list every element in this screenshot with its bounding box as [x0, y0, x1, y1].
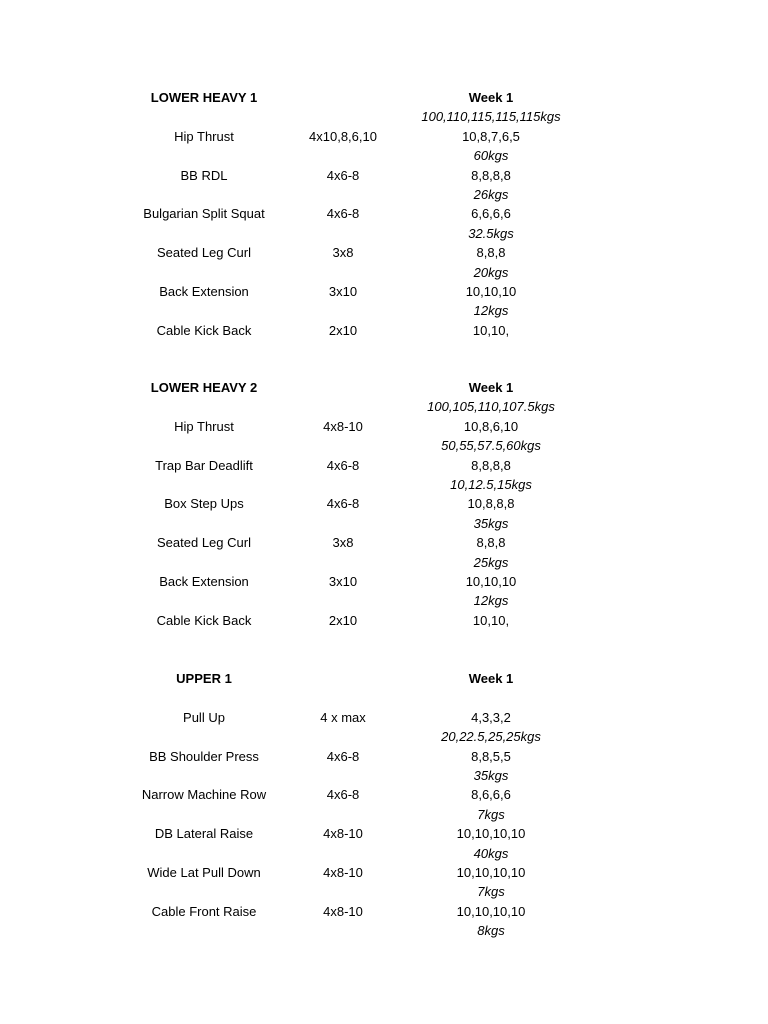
exercise-row	[0, 902, 768, 921]
load-row	[0, 301, 768, 320]
section-header	[0, 88, 768, 107]
reps-completed: 10,10,	[472, 612, 510, 628]
load-value: 60kgs	[473, 148, 509, 164]
reps-completed: 8,6,6,6	[471, 787, 511, 803]
reps-completed: 10,10,10	[465, 574, 517, 589]
section-header	[0, 669, 768, 688]
load-row	[0, 727, 768, 746]
reps-completed: 8,8,8,8	[471, 457, 511, 473]
reps-completed: 10,10,10,10	[456, 865, 526, 880]
exercise-row	[0, 785, 768, 804]
exercise-name: Back Extension	[159, 574, 249, 589]
exercise-row	[0, 824, 768, 843]
load-value: 20kgs	[473, 264, 509, 280]
load-value: 50,55,57.5,60kgs	[441, 438, 541, 454]
load-row	[0, 921, 768, 940]
load-value: 35kgs	[473, 768, 509, 783]
reps-completed: 8,8,8	[476, 245, 506, 261]
sets-reps: 3x10	[328, 574, 358, 589]
sets-reps: 2x10	[328, 322, 358, 338]
reps-completed: 10,8,8,8	[467, 496, 515, 512]
load-value: 100,105,110,107.5kgs	[427, 399, 555, 415]
section-title: LOWER HEAVY 2	[150, 380, 258, 395]
sets-reps: 4 x max	[320, 709, 366, 725]
exercise-name: Box Step Ups	[164, 496, 244, 512]
exercise-name: Seated Leg Curl	[157, 535, 251, 551]
exercise-row	[0, 417, 768, 436]
exercise-name: Wide Lat Pull Down	[147, 865, 261, 880]
reps-completed: 10,10,10	[465, 284, 517, 299]
load-row	[0, 146, 768, 165]
sets-reps: 2x10	[328, 612, 358, 628]
reps-completed: 8,8,8	[476, 535, 506, 551]
load-value: 12kgs	[473, 303, 509, 319]
sets-reps: 3x10	[328, 284, 358, 299]
exercise-name: DB Lateral Raise	[154, 826, 254, 842]
exercise-row	[0, 611, 768, 630]
section-title: UPPER 1	[176, 671, 232, 686]
exercise-name: Pull Up	[183, 709, 225, 725]
reps-completed: 10,8,7,6,5	[462, 128, 520, 144]
week-header: Week 1	[468, 90, 514, 105]
exercise-row	[0, 533, 768, 552]
load-value: 10,12.5,15kgs	[450, 477, 532, 492]
exercise-row	[0, 708, 768, 727]
exercise-name: Cable Front Raise	[151, 903, 257, 919]
load-value: 26kgs	[473, 187, 509, 202]
load-value: 25kgs	[473, 554, 509, 570]
exercise-name: BB Shoulder Press	[149, 748, 259, 764]
section-title: LOWER HEAVY 1	[150, 90, 258, 105]
sets-reps: 4x6-8	[326, 457, 360, 473]
sets-reps: 4x10,8,6,10	[309, 128, 377, 144]
exercise-row	[0, 572, 768, 591]
exercise-name: Hip Thrust	[174, 418, 234, 434]
exercise-name: Back Extension	[159, 284, 249, 299]
sets-reps: 4x8-10	[323, 865, 363, 880]
load-value: 8kgs	[477, 923, 505, 939]
sets-reps: 4x6-8	[326, 787, 360, 803]
reps-completed: 6,6,6,6	[471, 206, 511, 222]
exercise-row	[0, 166, 768, 185]
sets-reps: 4x8-10	[323, 903, 363, 919]
load-row	[0, 844, 768, 863]
load-value: 7kgs	[477, 806, 505, 822]
exercise-name: Cable Kick Back	[156, 322, 252, 338]
week-header: Week 1	[468, 671, 514, 686]
exercise-row	[0, 282, 768, 301]
load-row	[0, 107, 768, 126]
load-row	[0, 766, 768, 785]
sets-reps: 4x8-10	[323, 418, 363, 434]
sets-reps: 4x8-10	[323, 826, 363, 842]
reps-completed: 8,8,5,5	[471, 748, 511, 764]
sets-reps: 3x8	[332, 245, 354, 261]
exercise-name: Hip Thrust	[174, 128, 234, 144]
exercise-row	[0, 243, 768, 262]
load-row	[0, 882, 768, 901]
reps-completed: 10,10,10,10	[456, 826, 526, 842]
exercise-row	[0, 863, 768, 882]
exercise-name: Bulgarian Split Squat	[143, 206, 265, 222]
load-value: 20,22.5,25,25kgs	[441, 729, 541, 745]
reps-completed: 10,10,	[472, 322, 510, 338]
load-row	[0, 514, 768, 533]
week-header: Week 1	[468, 380, 514, 395]
exercise-row	[0, 127, 768, 146]
sets-reps: 4x6-8	[326, 167, 360, 183]
load-value: 100,110,115,115,115kgs	[421, 109, 561, 125]
exercise-row	[0, 321, 768, 340]
sets-reps: 4x6-8	[326, 496, 360, 512]
load-value: 40kgs	[473, 845, 509, 861]
exercise-row	[0, 456, 768, 475]
exercise-name: BB RDL	[180, 167, 228, 183]
load-row	[0, 263, 768, 282]
exercise-name: Trap Bar Deadlift	[155, 457, 253, 473]
exercise-name: Cable Kick Back	[156, 612, 252, 628]
reps-completed: 4,3,3,2	[471, 709, 511, 725]
load-row	[0, 805, 768, 824]
reps-completed: 10,8,6,10	[463, 418, 519, 434]
exercise-name: Narrow Machine Row	[141, 787, 267, 803]
reps-completed: 8,8,8,8	[471, 167, 511, 183]
load-row	[0, 688, 768, 707]
load-row	[0, 397, 768, 416]
load-value: 12kgs	[473, 593, 509, 609]
exercise-row	[0, 494, 768, 513]
exercise-row	[0, 747, 768, 766]
exercise-name: Seated Leg Curl	[157, 245, 251, 261]
load-value: 32.5kgs	[468, 225, 514, 241]
load-row	[0, 591, 768, 610]
load-value: 7kgs	[477, 884, 505, 900]
exercise-row	[0, 204, 768, 223]
load-row	[0, 475, 768, 494]
sets-reps: 3x8	[332, 535, 354, 551]
load-value: 35kgs	[473, 515, 509, 531]
sets-reps: 4x6-8	[326, 748, 360, 764]
sets-reps: 4x6-8	[326, 206, 360, 222]
section-header	[0, 378, 768, 397]
load-row	[0, 224, 768, 243]
load-row	[0, 185, 768, 204]
load-row	[0, 553, 768, 572]
reps-completed: 10,10,10,10	[456, 903, 526, 919]
load-row	[0, 436, 768, 455]
